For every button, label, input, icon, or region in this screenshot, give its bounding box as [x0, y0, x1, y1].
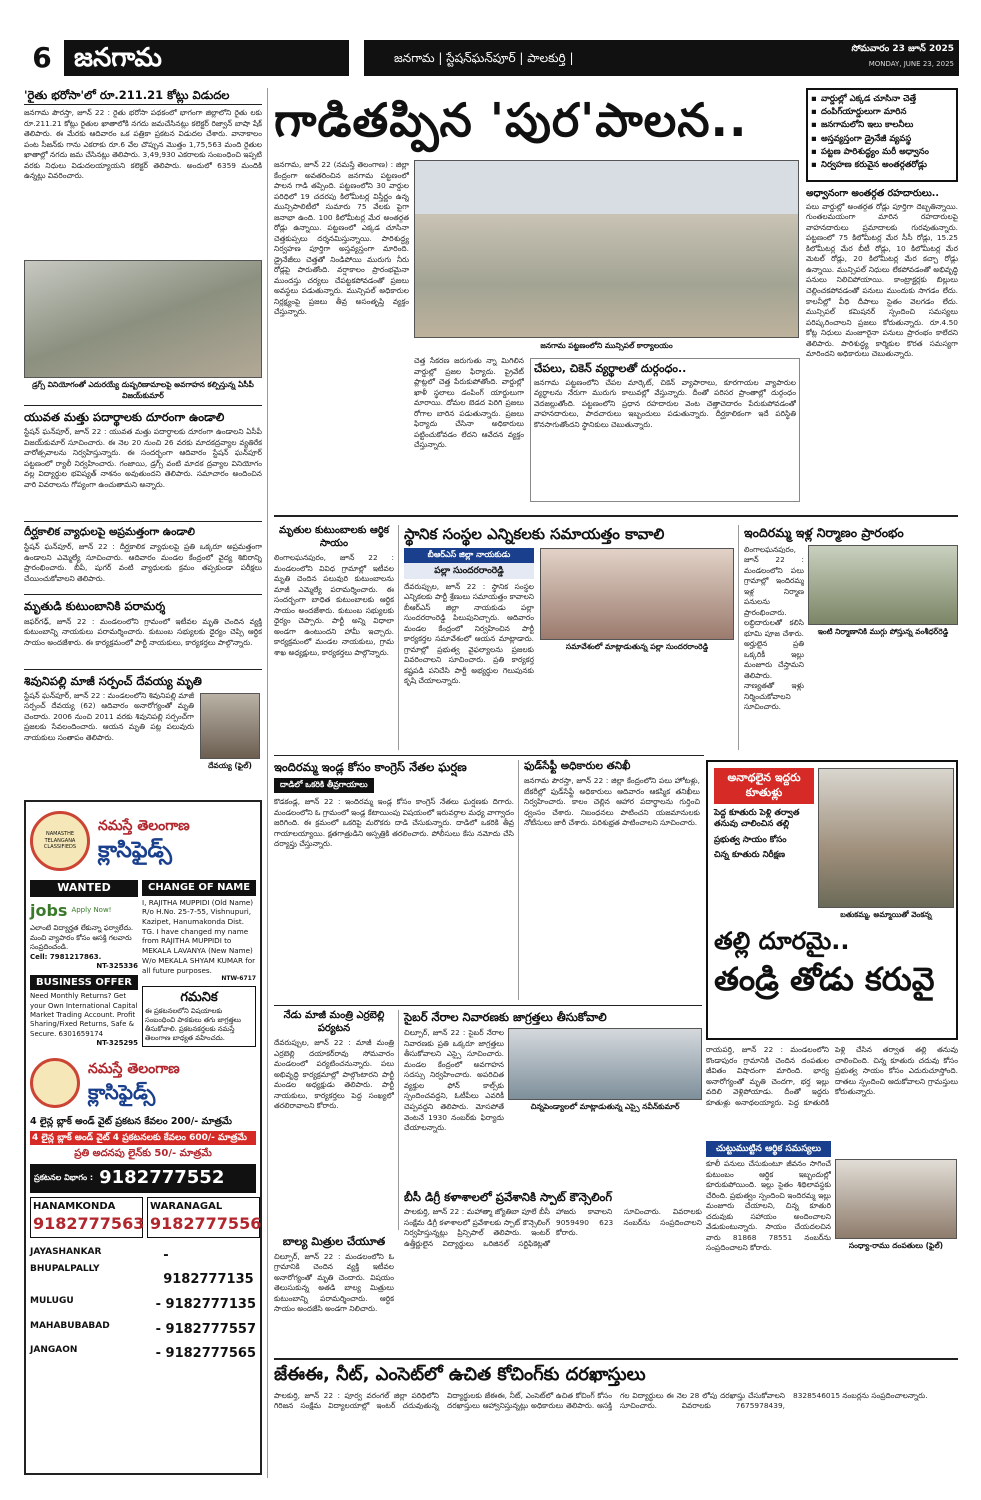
family-photo — [818, 768, 954, 908]
story-title: మృతుడి కుటుంబానికి పరామర్శ — [24, 599, 166, 614]
story-title: బీసీ డిగ్రీ కళాశాలలో ప్రవేశానికి స్పాట్ కౌన్సెలింగ్ — [404, 1190, 613, 1204]
story-body: స్టేషన్ ఘన్‌పూర్, జూన్ 22 : మండలంలోని శివునిపల్లి మాజీ సర్పంచ్ దేవయ్య (62) ఆదివారం అనారోగ్యంతో మృతి చెందారు. 2006 నుంచి 2011 వరకు శివునిపల్లి సర్పంచ్‌గా ప్రజలకు సేవలందించారు. ఆయన మృతి పట్ల పలువురు నాయకులు సంతాపం తెలిపారు. — [24, 690, 194, 742]
story-body: పాలకుర్తి, జూన్ 22 : పూర్వ వరంగల్ జిల్లా పరిధిలోని గిరిజన సంక్షేమ విద్యాలయాల్లో ఇంటర్ చదువుతున్న విద్యార్థులకు జేఈఈ, నీట్, ఎంసెట్‌లో ఉచిత కోచింగ్ కోసం దరఖాస్తులు ఆహ్వానిస్తున్నట్లు అధికారులు తెలిపారు. ఆసక్తి గల విద్యార్థులు ఈ నెల 28 లోపు దరఖాస్తు చేసుకోవాలని సూచించారు. వివరాలకు 7675978439, 8328546015 నంబర్లను సంప్రదించాలన్నారు. — [274, 1390, 928, 1411]
awareness-photo — [508, 1028, 702, 1100]
rally-photo — [24, 260, 262, 378]
district-city: JAYASHANKAR BHUPALPALLY — [30, 1246, 102, 1274]
offer-line: 4 లైన్ల బ్లాక్ అండ్ వైట్ 4 ప్రకటనలకు కేవలం 600/- మాత్రమే — [30, 1131, 256, 1145]
story-title: 'రైతు భరోసా'లో రూ.211.21 కోట్లు విడుదల — [24, 88, 230, 102]
lead-headline: గాడితప్పిన 'పుర'పాలన.. — [274, 93, 748, 147]
feature-point: చిన్న కూతురు నిరీక్షణ — [714, 850, 786, 861]
story-title: సైబర్ నేరాల నివారణకు జాగ్రత్తలు తీసుకోవాలి — [404, 1010, 607, 1024]
district-phones — [30, 1244, 256, 1367]
photo-caption: జనగామ పట్టణంలోని మున్సిపల్ కార్యాలయం — [540, 341, 673, 350]
chip-wrap — [274, 778, 514, 793]
bullet-item: ▪ జనగామలోని ఇలు కాలనీలు — [811, 119, 953, 132]
story-m3 — [744, 525, 958, 750]
lead-body-left: జనగామ, జూన్ 22 (నమస్తే తెలంగాణ) : జిల్లా కేంద్రంగా అవతరించిన జనగామ పట్టణంలో పాలన గాడి తప్పింది. పట్టణంలోని 30 వార్డుల పరిధిలో 19 చదరపు కిలోమీటర్ల విస్తీర్ణం ఉన్న మున్సిపాలిటీలో సుమారు 75 వేలకు పైగా జనాభా ఉంది. 100 కిలోమీటర్ల మేర అంతర్గత రోడ్లు ఉన్నాయి. పట్టణంలో ఎక్కడ చూసినా చెత్తకుప్పలు దర్శనమిస్తున్నాయి. పారిశుద్ధ్య నిర్వహణ పూర్తిగా అస్తవ్యస్తంగా మారింది. డ్రైనేజీలు చెత్తతో నిండిపోయి మురుగు నీరు రోడ్లపై పారుతోంది. వర్షాకాలం ప్రారంభమైనా ముందస్తు చర్యలు చేపట్టకపోవడంతో ప్రజలు అవస్థలు పడుతున్నారు. మున్సిపల్ అధికారుల నిర్లక్ష్యంపై ప్రజలు తీవ్ర అసంతృప్తి వ్యక్తం చేస్తున్నారు. — [274, 160, 409, 317]
story-chip: దాడిలో ఒకరికి తీవ్రగాయాలు — [274, 778, 374, 793]
place-tags: జనగామ | స్టేషన్‌ఘన్‌పూర్ | పాలకుర్తి | — [364, 40, 844, 76]
story-body: లింగాలఘనపురం, జూన్ 22 : మండలంలోని వివిధ గ్రామాల్లో ఇటీవల మృతి చెందిన పలువురి కుటుంబాలను మాజీ ఎమ్మెల్యే పరామర్శించారు. ఈ సందర్భంగా బాధిత కుటుంబాలకు ఆర్థిక సాయం అందజేశారు. కుటుంబ సభ్యులకు ధైర్యం చెప్పారు. పార్టీ అన్ని విధాలా అండగా ఉంటుందని హామీ ఇచ్చారు. కార్యక్రమంలో మండల నాయకులు, గ్రామ శాఖ అధ్యక్షులు, కార్యకర్తలు పాల్గొన్నారు. — [274, 553, 394, 657]
district-city: JANGAON — [30, 1345, 78, 1356]
ad-department — [30, 1164, 256, 1192]
photo-caption: బతుకమ్మ, అమ్మాయితో వెంకన్న — [840, 910, 932, 919]
logo-seal-icon — [30, 1058, 80, 1108]
district-row — [30, 1244, 256, 1293]
story-body: స్టేషన్ ఘన్‌పూర్, జూన్ 22 : యువత మత్తు పదార్థాలకు దూరంగా ఉండాలని ఏసీపీ విజయ్‌కుమార్ సూచించారు. ఈ నెల 20 నుంచి 26 వరకు మాదకద్రవ్యాల వ్యతిరేక వారోత్సవాలను నిర్వహిస్తున్నారు. ఈ సందర్భంగా ఆదివారం స్టేషన్ ఘన్‌పూర్ పట్టణంలో ర్యాలీ నిర్వహించారు. గంజాయి, డ్రగ్స్ వంటి మాదక ద్రవ్యాల వినియోగం వల్ల విద్యార్థుల భవిష్యత్ నాశనం అవుతుందని తెలిపారు. సమాచారం అందించిన వారి వివరాలను గోప్యంగా ఉంచుతామని అన్నారు. — [24, 427, 262, 489]
divider — [24, 104, 262, 105]
banner-text — [98, 817, 190, 866]
wanted-body: ఎలాంటి విద్యార్హత లేకున్నా ఫర్వాలేదు. మంచి వ్యాపారం కోసం ఆసక్తి గలవారు సంప్రదించండి. — [30, 924, 134, 952]
couple-photo — [835, 1159, 957, 1239]
divider — [24, 669, 262, 670]
photo-caption: చిన్నపెండ్యాలలో మాట్లాడుతున్న ఎస్సై నవీన్‌కుమార్ — [530, 1102, 680, 1112]
feature-headline-2: తండ్రి తోడు కరువై — [714, 960, 935, 998]
ad-dept-phone: 9182777552 — [99, 1167, 225, 1189]
bullet-item: ▪ పట్టణ పారిశుద్ధ్యం మరీ అధ్వానం — [811, 146, 953, 159]
story-chip: బీఆర్ఎస్ జిల్లా నాయకుడు — [404, 548, 534, 563]
section-divider — [274, 755, 704, 756]
story-m4 — [274, 760, 514, 1000]
column-divider — [267, 88, 268, 1478]
section-divider — [274, 515, 958, 517]
photo-caption: ఇంటి నిర్మాణానికి ముగ్గు పోస్తున్న వంశీధర్‌రెడ్డి — [817, 626, 949, 636]
logo-seal: NAMASTHE TELANGANA CLASSIFIEDS — [30, 811, 90, 871]
meeting-photo — [540, 548, 734, 640]
lead-right-column — [806, 188, 958, 508]
left-column — [24, 88, 262, 803]
photo-caption: సంధ్యా-రాము దంపతులు (ఫైల్) — [848, 1241, 944, 1251]
banner-title: నమస్తే తెలంగాణ — [88, 1060, 180, 1077]
wanted-phone: Cell: 7981217863. — [30, 952, 102, 961]
banner-subtitle: క్లాసిఫైడ్స్ — [98, 837, 172, 863]
divider — [24, 405, 262, 406]
business-code: NT-325295 — [96, 1039, 139, 1048]
branch-item — [30, 1197, 143, 1238]
story-right — [540, 548, 734, 742]
story-m1 — [274, 525, 394, 750]
story-title: బాల్య మిత్రుల చేయూత — [282, 1235, 386, 1248]
notice-box — [142, 986, 256, 1046]
business-body: Need Monthly Returns? Get your Own International Capital Market Trading Account. Profit Sharing/Fixed Returns, Safe & Secure. 6301659174 — [30, 992, 138, 1038]
banner-title: నమస్తే తెలంగాణ — [98, 817, 190, 834]
district-phone: - 9182777135 — [155, 1296, 256, 1312]
district-city: MULUGU — [30, 1295, 74, 1306]
branch-city: WARANAGAL — [150, 1200, 223, 1212]
lead-sub-box — [530, 358, 800, 502]
story-body: స్టేషన్ ఘన్‌పూర్, జూన్ 22 : దీర్ఘకాలిక వ్యాధులపై ప్రతి ఒక్కరూ అప్రమత్తంగా ఉండాలని ఎమ్మెల్యే సూచించారు. ఆదివారం మండల కేంద్రంలో వైద్య శిబిరాన్ని ప్రారంభించారు. బీపీ, షుగర్ వంటి వ్యాధులకు క్రమం తప్పకుండా పరీక్షలు చేయించుకోవాలని తెలిపారు. — [24, 542, 262, 583]
photo-caption: దేవయ్య (ఫైల్) — [208, 760, 252, 770]
wanted-label: WANTED — [30, 880, 138, 897]
sub-body: జనగామ పట్టణంలోని చేపల మార్కెట్, చికెన్ వ్యాపారాలు, కూరగాయల వ్యాపారుల వ్యర్థాలను నేరుగా మురుగు కాలువల్లో వేస్తున్నారు. దీంతో పరిసర ప్రాంతాల్లో దుర్గంధం వెదజల్లుతోంది. పట్టణంలోని ప్రధాన రహదారుల వెంట చెత్తాచెదారం పేరుకుపోవడంతో వాహనదారులు, పాదచారులు ఇబ్బందులు పడుతున్నారు. దీర్ఘకాలికంగా ఇదే పరిస్థితి కొనసాగుతోందని స్థానికులు చెబుతున్నారు. — [534, 377, 796, 429]
change-label: CHANGE OF NAME — [142, 880, 256, 896]
classified-banner — [30, 806, 256, 876]
story-body: పాలకుర్తి, జూన్ 22 : మహాత్మా జ్యోతిబా పూలే బీసీ సంక్షేమ డిగ్రీ కళాశాలలో ప్రవేశాలకు స్పాట్ కౌన్సెలింగ్ నిర్వహిస్తున్నట్లు ప్రిన్సిపాల్ తెలిపారు. ఇంటర్ ఉత్తీర్ణులైన విద్యార్థులు ఒరిజినల్ సర్టిఫికెట్లతో హాజరు కావాలని సూచించారు. వివరాలకు 9059490 623 నంబర్‌ను సంప్రదించాలని కోరారు. — [404, 1207, 702, 1248]
story-title: యువత మత్తు పదార్థాలకు దూరంగా ఉండాలి — [24, 409, 225, 424]
story-body: జనగామ పౌరస్తా, జూన్ 22 : జిల్లా కేంద్రంలోని పలు హోటళ్లు, బేకరీల్లో ఫుడ్‌సేఫ్టీ అధికారులు ఆదివారం ఆకస్మిక తనిఖీలు నిర్వహించారు. కాలం చెల్లిన ఆహార పదార్థాలను గుర్తించి ధ్వంసం చేశారు. నిబంధనలు పాటించని యజమానులకు నోటీసులు జారీ చేశారు. పరిశుభ్రత పాటించాలని సూచించారు. — [524, 776, 700, 828]
story-body: లింగాలఘనపురం, జూన్ 22 : మండలంలోని పలు గ్రామాల్లో ఇందిరమ్మ ఇళ్ల నిర్మాణ పనులను ప్రారంభించారు. లబ్ధిదారులతో కలిసి భూమి పూజ చేశారు. అర్హులైన ప్రతి ఒక్కరికీ ఇల్లు మంజూరు చేస్తామని తెలిపారు. నాణ్యతతో ఇళ్లు నిర్మించుకోవాలని సూచించారు. — [744, 544, 804, 712]
right-body: పలు వార్డుల్లో అంతర్గత రోడ్లు పూర్తిగా దెబ్బతిన్నాయి. గుంతలమయంగా మారిన రహదారులపై వాహనదారులు ప్రమాదాలకు గురవుతున్నారు. పట్టణంలో 75 కిలోమీటర్ల మేర సీసీ రోడ్లు, 15.25 కిలోమీటర్ల మేర బీటీ రోడ్లు, 10 కిలోమీటర్ల మేర మెటల్ రోడ్లు, 20 కిలోమీటర్ల మేర కచ్చా రోడ్లు ఉన్నాయి. మున్సిపల్ నిధులు లేకపోవడంతో అభివృద్ధి పనులు నిలిచిపోయాయి. కాంట్రాక్టర్లకు బిల్లులు చెల్లించకపోవడంతో పనులు ముందుకు సాగడం లేదు. కాలనీల్లో వీధి దీపాలు సైతం వెలగడం లేదు. మున్సిపల్ కమిషనర్ స్పందించి సమస్యలు పరిష్కరించాలని ప్రజలు కోరుతున్నారు. రూ.4.50 కోట్ల నిధులు మంజూరైనా పనులు ప్రారంభం కాలేదని తెలిపారు. పారిశుద్ధ్య కార్మికుల కొరత సమస్యగా మారిందని అధికారులు చెబుతున్నారు. — [806, 201, 958, 359]
district-phone: - 9182777135 — [163, 1247, 254, 1288]
change-of-name-ad — [142, 880, 256, 1049]
column-divider — [398, 1010, 399, 1230]
district-row — [30, 1293, 256, 1318]
sub-title: చేపలు, చికెన్ వ్యర్థాలతో దుర్గంధం.. — [534, 362, 687, 375]
district-row — [30, 1342, 256, 1367]
story-m9 — [404, 1190, 702, 1350]
date-telugu: సోమవారం 23 జూన్ 2025 — [851, 44, 954, 54]
notice-label: గమనిక — [180, 990, 218, 1006]
story-m6 — [274, 1010, 394, 1230]
story-title: ఫుడ్‌సేఫ్టీ అధికారుల తనిఖీ — [524, 760, 631, 772]
divider — [24, 594, 262, 595]
change-body: I, RAJITHA MUPPIDI (Old Name) R/o H.No. 25-7-55, Vishnupuri, Kazipet, Hanumakonda Dist. TG. I have changed my name from RAJITHA MUPPIDI to MEKALA LAVANYA (New Name) W/o MEKALA SHYAM KUMAR for all future purposes. — [142, 897, 256, 975]
feature-point: పెద్ద కూతురు పెళ్లి తర్వాత తనువు చాలించిన తల్లి — [714, 807, 800, 830]
photo-caption: సమావేశంలో మాట్లాడుతున్న పల్లా సుందరరాంరెడ్డి — [565, 641, 709, 651]
column-divider — [518, 760, 519, 1000]
story-m8 — [274, 1235, 394, 1350]
bullet-list — [811, 93, 953, 172]
story-body: దేవరుప్పుల, జూన్ 22 : మాజీ మంత్రి ఎర్రబెల్లి దయాకర్‌రావు సోమవారం మండలంలో పర్యటించనున్నారు. పలు అభివృద్ధి కార్యక్రమాల్లో పాల్గొంటారని పార్టీ మండల అధ్యక్షుడు తెలిపారు. పార్టీ నాయకులు, కార్యకర్తలు పెద్ద సంఖ్యలో తరలిరావాలని కోరారు. — [274, 1038, 394, 1111]
ad-row — [30, 880, 256, 1049]
masthead: జనగామ — [64, 40, 349, 76]
story-body: చిల్పూర్, జూన్ 22 : మండలంలోని ఓ గ్రామానికి చెందిన వ్యక్తి ఇటీవల అనారోగ్యంతో మృతి చెందారు. విషయం తెలుసుకున్న అతడి బాల్య మిత్రులు కుటుంబాన్ని పరామర్శించారు. ఆర్థిక సాయం అందజేసి అండగా నిలిచారు. — [274, 1251, 394, 1314]
story-m5 — [524, 760, 700, 1000]
jobs-logo — [30, 900, 138, 922]
story-title: మృతుల కుటుంబాలకు ఆర్థిక సాయం — [278, 525, 390, 549]
banner-subtitle: క్లాసిఫైడ్స్ — [88, 1079, 156, 1104]
story-m7 — [404, 1010, 702, 1185]
story-body: కొడకండ్ల, జూన్ 22 : ఇందిరమ్మ ఇండ్ల కోసం కాంగ్రెస్ నేతలు ఘర్షణకు దిగారు. మండలంలోని ఓ గ్రామంలో ఇండ్ల కేటాయింపు విషయంలో ఇరువర్గాల మధ్య వాగ్వాదం జరిగింది. ఈ క్రమంలో ఒకరిపై మరొకరు దాడి చేసుకున్నారు. దాడిలో ఒకరికి తీవ్ర గాయాలయ్యాయి. క్షతగాత్రుడిని ఆస్పత్రికి తరలించారు. పోలీసులు కేసు నమోదు చేసి దర్యాప్తు చేస్తున్నారు. — [274, 797, 514, 849]
feature-left — [714, 768, 814, 862]
right-subhead: అధ్వానంగా అంతర్గత రహదారులు.. — [806, 188, 940, 199]
page-number: 6 — [24, 40, 60, 76]
bullet-item: ▪ వార్డుల్లో ఎక్కడ చూసినా చెత్తే — [811, 93, 953, 106]
branch-city: HANAMKONDA — [33, 1200, 116, 1212]
lead-bullets — [806, 88, 958, 182]
feature-box — [706, 760, 958, 1040]
portrait-photo — [200, 693, 260, 759]
feature-point: ప్రభుత్వ సాయం కోసం — [714, 834, 787, 845]
notice-body: ఈ ప్రకటనలలోని విషయాలకు సంబంధించి పాఠకులు తగు జాగ్రత్తలు తీసుకోవాలి. ప్రకటనకర్తలకు నమస్తే తెలంగాణ బాధ్యత వహించదు. — [145, 1006, 241, 1043]
story-m10 — [274, 1364, 958, 1482]
change-code: NTW-6717 — [221, 975, 256, 983]
box-photo-wrap — [835, 1159, 957, 1349]
box-body: కూలీ పనులు చేసుకుంటూ జీవనం సాగించే కుటుంబం ఆర్థిక ఇబ్బందుల్లో కూరుకుపోయింది. ఇల్లు సైతం శిథిలావస్థకు చేరింది. ప్రభుత్వం స్పందించి ఇందిరమ్మ ఇల్లు మంజూరు చేయాలని, చిన్న కూతురి చదువుకు సహాయం అందించాలని వేడుకుంటున్నారు. సాయం చేయదలచిన వారు 81868 78551 నంబర్‌ను సంప్రదించాలని కోరారు. — [706, 1159, 831, 1253]
story-title: ఇందిరమ్మ ఇళ్ల నిర్మాణం ప్రారంభం — [744, 525, 904, 540]
story-title: జేఈఈ, నీట్, ఎంసెట్‌లో ఉచిత కోచింగ్‌కు దరఖాస్తులు — [274, 1364, 646, 1385]
district-phone: - 9182777565 — [155, 1346, 256, 1362]
story-with-photo — [24, 691, 262, 781]
story-title: దీర్ఘకాలిక వ్యాధులపై అప్రమత్తంగా ఉండాలి — [24, 526, 195, 538]
district-city: MAHABUBABAD — [30, 1320, 110, 1331]
story-left — [404, 548, 534, 742]
municipal-office-photo — [414, 160, 799, 338]
jobs-label: jobs — [30, 900, 68, 920]
wanted-ad — [30, 880, 138, 1049]
classified-ads — [24, 800, 262, 1475]
story-body: దేవరుప్పుల, జూన్ 22 : స్థానిక సంస్థల ఎన్నికలకు పార్టీ శ్రేణులు సమాయత్తం కావాలని బీఆర్ఎస్ జిల్లా నాయకుడు పల్లా సుందరరాంరెడ్డి పిలుపునిచ్చారు. ఆదివారం మండల కేంద్రంలో నిర్వహించిన పార్టీ కార్యకర్తల సమావేశంలో ఆయన మాట్లాడారు. గ్రామాల్లో ప్రభుత్వ వైఫల్యాలను ప్రజలకు వివరించాలని సూచించారు. ప్రతి కార్యకర్త కష్టపడి పనిచేసి పార్టీ అభ్యర్థుల గెలుపునకు కృషి చేయాలన్నారు. — [404, 581, 534, 686]
jobs-sub: Apply Now! — [71, 905, 112, 914]
story-content — [404, 1028, 702, 1178]
section-divider — [274, 1358, 958, 1360]
box-content — [706, 1159, 958, 1349]
page-header — [24, 40, 959, 76]
story-body: జఫర్‌గఢ్, జూన్ 22 : మండలంలోని గ్రామంలో ఇటీవల మృతి చెందిన వ్యక్తి కుటుంబాన్ని నాయకులు పరామర్శించారు. కుటుంబ సభ్యులకు ధైర్యం చెప్పి ఆర్థిక సాయం అందజేశారు. ఈ కార్యక్రమంలో పార్టీ నాయకులు, కార్యకర్తలు పాల్గొన్నారు. — [24, 616, 262, 647]
ad-dept-label: ప్రకటనల విభాగం : — [34, 1172, 94, 1182]
district-row — [30, 1318, 256, 1343]
feature-body-area — [706, 1045, 958, 1355]
banner-text — [88, 1060, 180, 1106]
story-photo-wrap — [808, 545, 958, 725]
story-body: జనగామ పౌరస్తా, జూన్ 22 : రైతు భరోసా పథకంలో భాగంగా జిల్లాలోని రైతు లకు రూ.211.21 కోట్లు రైతుల ఖాతాలోకి నగదు జమచేసినట్లు కలెక్టర్ రిజ్వాన్ బాషా షేక్ తెలిపారు. ఈ మేరకు ఆదివారం ఒక పత్రికా ప్రకటన విడుదల చేశారు. వానాకాలం పంట సీజన్‌కు గాను ఎకరాకు రూ.6 వేల చొప్పున మొత్తం 1,75,563 మంది రైతుల ఖాతాల్లో నగదు జమ చేసినట్లు తెలిపారు. 3,49,930 ఎకరాలకు సంబంధించి ఇప్పటి వరకు నిధులు విడుదలయ్యాయని కలెక్టర్ తెలిపారు. అందులో 6359 మందికి ఉన్నట్లు వివరించారు. — [24, 108, 262, 181]
bullet-item: ▪ అస్తవ్యస్తంగా డ్రైనేజీ వ్యవస్థ — [811, 133, 953, 146]
lead-body-mid: చెత్త సేకరణ జరుగుతు న్నా మిగిలిన వార్డుల్లో ప్రజల ఫిర్యాదు. ప్రైవేట్ ప్లాట్లలో చెత్త పేరుకుపోతోంది. వార్డుల్లో ఖాళీ స్థలాలు డంపింగ్ యార్డులుగా మారాయి. దోమల బెడద పెరిగి ప్రజలు రోగాల బారిన పడుతున్నారు. ప్రజలు ఫిర్యాదు చేసినా అధికారులు పట్టించుకోవడం లేదని ఆవేదన వ్యక్తం చేస్తున్నారు. — [414, 356, 524, 450]
story-body: చిల్పూర్, జూన్ 22 : సైబర్ నేరాల నివారణకు ప్రతి ఒక్కరూ జాగ్రత్తలు తీసుకోవాలని ఎస్సై సూచించారు. మండల కేంద్రంలో అవగాహన సదస్సు నిర్వహించారు. అపరిచిత వ్యక్తుల ఫోన్ కాల్స్‌కు స్పందించవద్దని, ఓటీపీలు ఎవరికీ చెప్పవద్దని తెలిపారు. మోసపోతే వెంటనే 1930 నంబర్‌కు ఫిర్యాదు చేయాలన్నారు. — [404, 1028, 504, 1133]
column-divider — [738, 525, 739, 750]
branch-phones — [30, 1197, 262, 1238]
story-content — [404, 548, 734, 742]
feature-kicker: అనాథలైన ఇద్దరు కూతుళ్లు — [714, 768, 814, 804]
story-photo-wrap — [508, 1028, 702, 1178]
section-divider — [274, 1005, 702, 1006]
photo-caption: డ్రగ్స్ వినియోగంతో ఎదురయ్యే దుష్పరిణామాలపై అవగాహన కల్పిస్తున్న ఏసీపీ విజయ్‌కుమార్ — [32, 380, 254, 400]
bullet-item: ▪ నిర్వహణ కరువైన అంతర్గతరోడ్లు — [811, 159, 953, 172]
story-content — [744, 545, 958, 725]
bullet-item: ▪ దంపిగ్‌యార్డులుగా మారిన — [811, 106, 953, 119]
business-label: BUSINESS OFFER — [30, 975, 138, 991]
story-title: ఇందిరమ్మ ఇండ్ల కోసం కాంగ్రెస్ నేతల ఘర్షణ — [274, 760, 467, 774]
box-title: చుట్టుముట్టిన ఆర్థిక సమస్యలు — [706, 1141, 831, 1157]
feature-body: రాయపర్తి, జూన్ 22 : మండలంలోని కొండాపురం గ్రామానికి చెందిన దంపతుల జీవితం విషాదంగా మారింది. భార్య అనారోగ్యంతో మృతి చెందగా, భర్త ఇల్లు వదిలి వెళ్లిపోయాడు. దీంతో ఇద్దరు కూతుళ్లు అనాథలయ్యారు. పెద్ద కూతురికి పెళ్లి చేసిన తర్వాత తల్లి తనువు చాలించింది. చిన్న కూతురు చదువు కోసం ప్రభుత్వ సాయం కోసం ఎదురుచూస్తోంది. దాతలు స్పందించి ఆదుకోవాలని గ్రామస్తులు కోరుతున్నారు. — [706, 1045, 958, 1107]
housing-photo — [808, 545, 958, 625]
story-m2 — [404, 525, 734, 750]
divider — [24, 521, 262, 522]
date-english: MONDAY, JUNE 23, 2025 — [868, 60, 954, 68]
district-phone: - 9182777557 — [155, 1321, 256, 1337]
story-title: శివునిపల్లి మాజీ సర్పంచ్ దేవయ్య మృతి — [24, 673, 202, 688]
story-title: నేడు మాజీ మంత్రి ఎర్రబెల్లి పర్యటన — [283, 1010, 385, 1034]
branch-phone: 9182777556 — [150, 1214, 262, 1233]
branch-phone: 9182777563 — [33, 1214, 145, 1233]
wanted-code: NT-325336 — [96, 962, 139, 971]
column-divider — [398, 525, 399, 750]
feature-headline-1: తల్లి దూరమై.. — [714, 927, 850, 955]
offer-line: ప్రతి అదనపు లైన్‌కు 50/- మాత్రమే — [74, 1147, 212, 1159]
branch-item — [147, 1197, 260, 1238]
offer-line: 4 లైన్ల బ్లాక్ అండ్ వైట్ ప్రకటన కేవలం 200/- మాత్రమే — [30, 1115, 232, 1127]
story-chip-name: పల్లా సుందరరాంరెడ్డి — [404, 563, 534, 579]
story-title: స్థానిక సంస్థల ఎన్నికలకు సమాయత్తం కావాలి — [404, 525, 665, 543]
classified-banner — [30, 1053, 256, 1113]
